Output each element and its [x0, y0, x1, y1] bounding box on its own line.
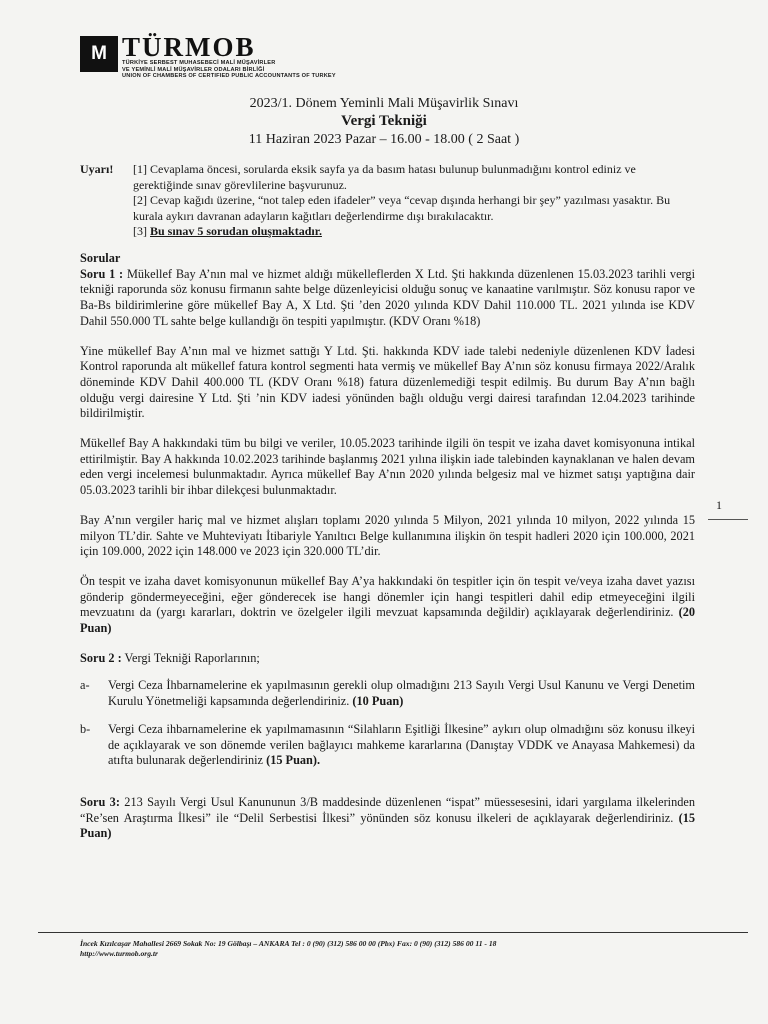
soru3-points: (15 Puan)	[80, 810, 695, 841]
soru2-b-text: Vergi Ceza ihbarnamelerine ek yapılmamasının “Silahların Eşitliği İlkesine” aykırı olup olmadığını söz konusu ilkeyi de açıklayarak ve son dönemde verilen bağlayıcı mahkeme kararlarına (Danıştay VDDK ve Anayasa Mahkemesi) da atıfta bulunarak değerlendiriniz	[108, 721, 695, 768]
soru3-paragraph	[80, 795, 695, 842]
logo-name: TÜRMOB	[122, 32, 256, 62]
soru2-intro	[80, 651, 695, 667]
soru1-paragraph-5	[80, 574, 695, 637]
logo-sub-line: VE YEMİNLİ MALİ MÜŞAVİRLER ODALARI BİRLİĞİ	[122, 66, 265, 73]
warning-item-3-prefix: [3]	[133, 224, 150, 238]
footer-divider	[38, 932, 748, 933]
turmob-logo	[80, 32, 336, 90]
exam-header	[0, 95, 768, 148]
soru1-text: Mükellef Bay A’nın mal ve hizmet aldığı mükelleflerden X Ltd. Şti hakkında düzenlenen 15.03.2023 tarihli vergi tekniği raporunda söz konusu firmanın sahte belge düzenleyicisi olduğu sonuç ve kanaatine varılmıştır. Söz konusu rapor ve Ba-Bs bildirimlerine göre mükellef Bay A, X Ltd. Şti ’den 2020 yılında KDV Dahil 110.000 TL. 2021 yılında ise KDV Dahil 550.000 TL sahte belge kullandığı ön tespiti yapılmıştır. (KDV Oranı %18)	[80, 266, 695, 328]
soru2-item-b	[80, 722, 695, 769]
soru2-a-points: (10 Puan)	[352, 694, 404, 709]
page-number: 1	[716, 498, 722, 512]
warning-item-3	[133, 224, 695, 240]
warning-item-2: [2] Cevap kağıdı üzerine, “not talep eden ifadeler” veya “cevap dışında herhangi bir şey” yazılması yasaktır. Bu kurala aykırı davranan adayların kağıtları değerlendirme dışı bırakılacaktır.	[133, 193, 671, 223]
warning-label: Uyarı!	[80, 162, 114, 176]
warning-item-3-underlined: Bu sınav 5 sorudan oluşmaktadır.	[150, 224, 322, 238]
margin-rule	[708, 519, 748, 520]
footer	[80, 939, 720, 959]
soru2-intro-text: Vergi Tekniği Raporlarının;	[121, 650, 260, 665]
logo-sub-line: UNION OF CHAMBERS OF CERTIFIED PUBLIC ACCOUNTANTS OF TURKEY	[122, 73, 336, 80]
exam-subject: Vergi Tekniği	[341, 113, 427, 129]
soru1-paragraph-2: Yine mükellef Bay A’nın mal ve hizmet sattığı Y Ltd. Şti. hakkında KDV iade talebi nedeniyle düzenlenen KDV İadesi Kontrol raporunda alt mükellef fatura kontrol segmenti hata vermiş ve mükellef Bay A’nın söz konusu firmaya 2022/Aralık döneminde KDV Dahil 400.000 TL (KDV Oranı %18) fatura düzenlemediği tespit edilmiş. Bu durum Bay A’nın bağlı olduğu vergi dairesine Y Ltd. Şti ’nin KDV iadesi yönünden bağlı olduğu vergi dairesi tarafından 12.04.2023 tarihinde bildirilmiştir.	[80, 343, 695, 421]
soru1-label: Soru 1 :	[80, 266, 124, 281]
soru2-a-text: Vergi Ceza İhbarnamelerine ek yapılmasının gerekli olup olmadığını 213 Sayılı Vergi Usul Kanunu ve Vergi Denetim Kurulu Yönetmeliği kapsamında değerlendiriniz.	[108, 678, 695, 709]
item-label: b-	[80, 721, 91, 736]
warning-item-1: [1] Cevaplama öncesi, sorularda eksik sayfa ya da basım hatası bulunup bulunmadığını kontrol ediniz ve gerektiğinde sınav görevlilerine başvurunuz.	[133, 162, 636, 192]
logo-subtitle	[122, 60, 362, 80]
item-text	[108, 678, 695, 709]
logo-sub-line: TÜRKİYE SERBEST MUHASEBECİ MALİ MÜŞAVİRLER	[122, 60, 276, 66]
soru2-label: Soru 2 :	[80, 650, 122, 665]
soru1-paragraph-4: Bay A’nın vergiler hariç mal ve hizmet alışları toplamı 2020 yılında 5 Milyon, 2021 yılında 10 milyon, 2022 yılında 15 milyon TL’dir. Sahte ve Muhteviyatı İtibariyle Yanıltıcı Belge kullanımına ilişkin ön tespit hadleri 2020 için 100.000, 2021 için 109.000, 2022 için 148.000 ve 2023 için 320.000 TL’dir.	[80, 512, 695, 559]
soru1-paragraph-3: Mükellef Bay A hakkındaki tüm bu bilgi ve veriler, 10.05.2023 tarihinde ilgili ön tespit ve izaha davet komisyonuna intikal ettirilmiştir. Bay A hakkında 10.02.2023 tarihinde başlanmış 2021 yılına ilişkin iade talebinden kaynaklanan ve halen devam eden vergi incelemesi bulunmaktadır. Ayrıca mükellef Bay A’nın 2020 yılında belgesiz mal ve hizmet satışı yaptığına dair 05.03.2023 tarihli bir ihbar dilekçesi bulunmaktadır.	[80, 436, 695, 498]
soru2-b-points: (15 Puan).	[266, 753, 321, 768]
item-label: a-	[80, 678, 90, 693]
warning-list	[133, 162, 695, 240]
soru2-item-a	[80, 678, 695, 709]
footer-url[interactable]: http://www.turmob.org.tr	[80, 949, 158, 958]
logo-mark-icon: M	[80, 36, 118, 72]
section-heading: Sorular	[80, 251, 121, 265]
questions-section	[80, 251, 695, 842]
soru3-label: Soru 3:	[80, 794, 120, 809]
footer-address: İncek Kızılcaşar Mahallesi 2669 Sokak No: 19 Gölbaşı – ANKARA Tel : 0 (90) (312) 586 00 00 (Pbx) Fax: 0 (90) (312) 586 00 11 - 18	[80, 939, 497, 948]
soru1-paragraph-1	[80, 267, 695, 330]
soru1-p5-text: Ön tespit ve izaha davet komisyonunun mükellef Bay A’ya hakkındaki ön tespitler için ön tespit ve/veya izaha davet yazısı gönderip göndermeyeceğini, eğer gönderecek ise hangi dönemler için hangi tespitleri dahil edip etmeyeceğini ilgili mevzuatını da (yargı kararları, doktrin ve özelgeler ilgili mevzuat kapsamında değildir) açıklayarak değerlendiriniz.	[80, 573, 695, 620]
exam-title: 2023/1. Dönem Yeminli Mali Müşavirlik Sınavı	[249, 96, 519, 111]
item-text	[108, 722, 695, 769]
soru1-points: (20 Puan)	[80, 605, 695, 636]
exam-date: 11 Haziran 2023 Pazar – 16.00 - 18.00 ( 2 Saat )	[248, 132, 520, 147]
soru3-text: 213 Sayılı Vergi Usul Kanununun 3/B maddesinde düzenlenen “ispat” müessesesini, idari yargılama ilkelerinden “Re’sen Araştırma İlkesi” ile “Delil Serbestisi İlkesi” yönünden söz konusu ilkeleri de açıklayarak değerlendiriniz.	[80, 794, 695, 825]
